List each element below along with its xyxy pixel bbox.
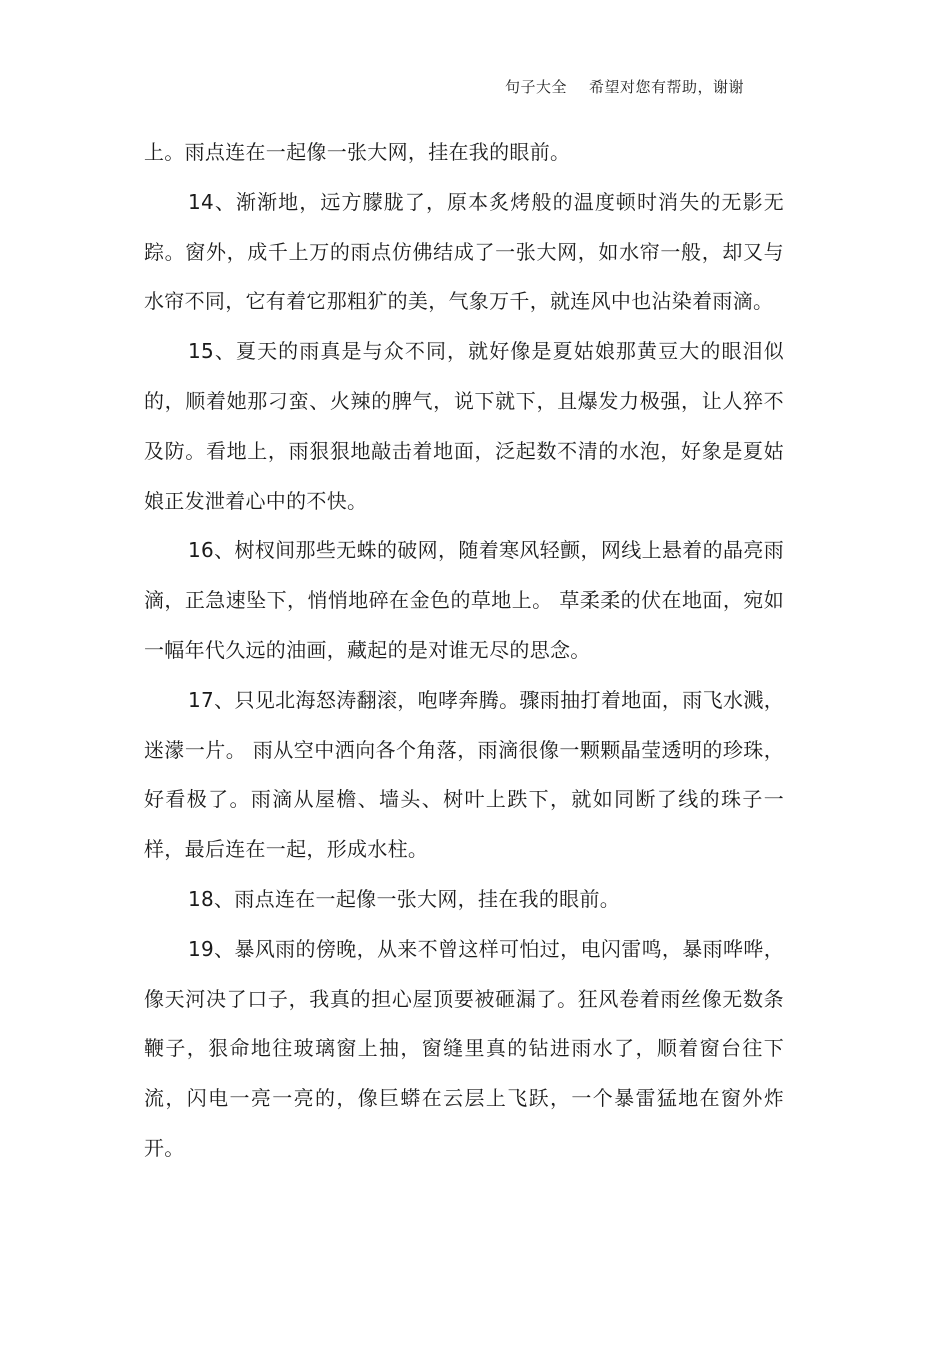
header-note: 希望对您有帮助，谢谢 (589, 78, 745, 96)
header-site-name: 句子大全 (505, 78, 568, 96)
paragraph-16: 16、树杈间那些无蛛的破网，随着寒风轻颤，网线上悬着的晶亮雨滴，正急速坠下，悄悄地碎在金色的草地上。 草柔柔的伏在地面，宛如一幅年代久远的油画，藏起的是对谁无尽的思念。 (144, 538, 784, 662)
paragraph-continuation: 上。雨点连在一起像一张大网，挂在我的眼前。 (144, 140, 571, 164)
paragraph-15: 15、夏天的雨真是与众不同，就好像是夏姑娘那黄豆大的眼泪似的，顺着她那刁蛮、火辣的脾气，说下就下，且爆发力极强，让人猝不及防。看地上，雨狠狠地敲击着地面，泛起数不清的水泡，好象是夏姑娘正发泄着心中的不快。 (144, 339, 784, 513)
paragraph-17: 17、只见北海怒涛翻滚，咆哮奔腾。骤雨抽打着地面，雨飞水溅，迷濛一片。 雨从空中洒向各个角落，雨滴很像一颗颗晶莹透明的珍珠，好看极了。雨滴从屋檐、墙头、树叶上跌下，就如同断了线的珠子一样，最后连在一起，形成水柱。 (144, 687, 784, 862)
page-header (505, 76, 744, 97)
paragraph-14: 14、渐渐地，远方朦胧了，原本炙烤般的温度顿时消失的无影无踪。窗外，成千上万的雨点仿佛结成了一张大网，如水帘一般，却又与水帘不同，它有着它那粗犷的美，气象万千，就连风中也沾染着雨滴。 (144, 189, 784, 314)
paragraph-19: 19、暴风雨的傍晚，从来不曾这样可怕过，电闪雷鸣，暴雨哗哗，像天河决了口子，我真的担心屋顶要被砸漏了。狂风卷着雨丝像无数条鞭子，狠命地往玻璃窗上抽，窗缝里真的钻进雨水了，顺着窗台往下流，闪电一亮一亮的，像巨蟒在云层上飞跃，一个暴雷猛地在窗外炸开。 (144, 936, 784, 1160)
paragraph-18: 18、雨点连在一起像一张大网，挂在我的眼前。 (188, 886, 621, 911)
body-text (144, 128, 784, 1174)
